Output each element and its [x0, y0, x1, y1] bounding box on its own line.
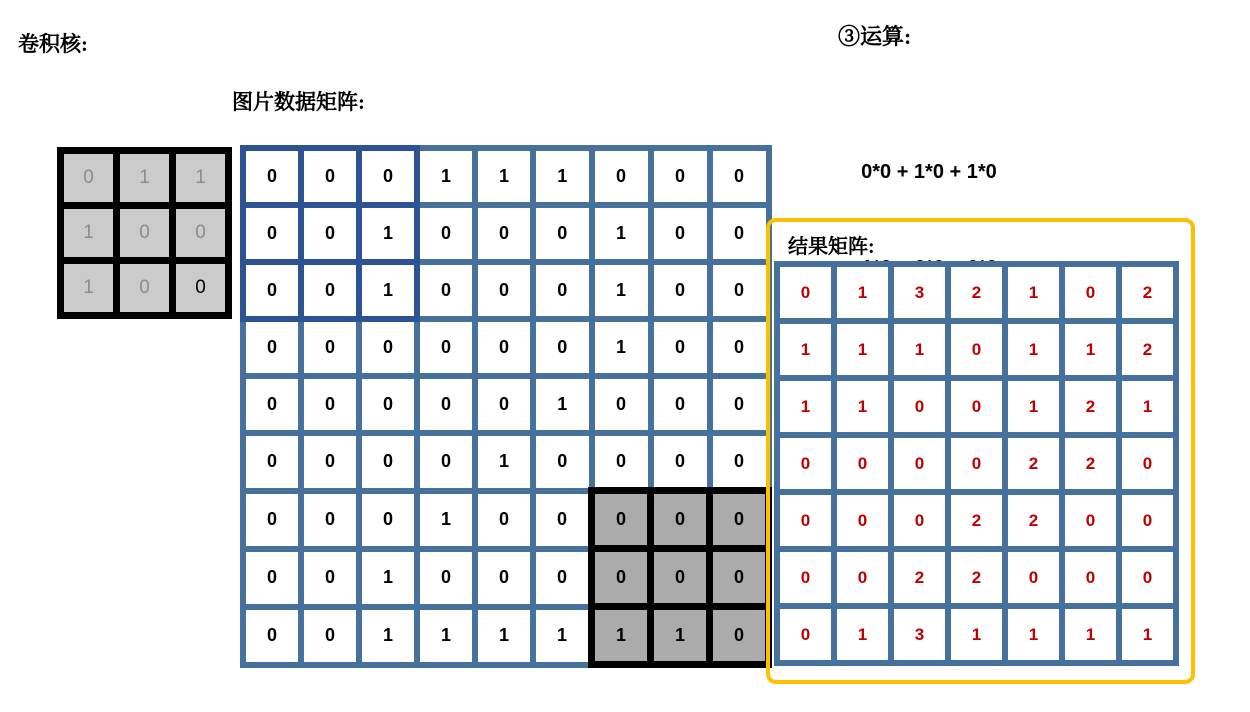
- matrix-cell: 0: [592, 148, 651, 205]
- matrix-cell: 0: [475, 319, 533, 376]
- matrix-cell: 0: [1119, 435, 1176, 492]
- matrix-cell: 0: [651, 491, 710, 549]
- matrix-cell: 2: [891, 549, 948, 606]
- matrix-cell: 0: [533, 433, 592, 491]
- matrix-cell: 1: [61, 206, 117, 261]
- matrix-cell: 3: [891, 606, 948, 663]
- matrix-cell: 1: [533, 148, 592, 205]
- matrix-cell: 0: [777, 492, 834, 549]
- matrix-cell: 1: [834, 264, 891, 321]
- matrix-cell: 0: [777, 606, 834, 663]
- matrix-cell: 0: [417, 205, 475, 262]
- matrix-row: [777, 492, 1176, 549]
- matrix-row: [61, 151, 229, 206]
- matrix-cell: 1: [359, 205, 417, 262]
- matrix-cell: 0: [417, 549, 475, 607]
- matrix-row: [61, 206, 229, 261]
- image-data-matrix: [240, 145, 772, 668]
- matrix-cell: 3: [891, 264, 948, 321]
- matrix-cell: 0: [834, 435, 891, 492]
- matrix-cell: 1: [592, 607, 651, 665]
- matrix-cell: 1: [61, 261, 117, 316]
- matrix-cell: 1: [1005, 606, 1062, 663]
- matrix-cell: 0: [651, 549, 710, 607]
- matrix-cell: 0: [475, 491, 533, 549]
- matrix-cell: 1: [1005, 378, 1062, 435]
- matrix-cell: 0: [117, 206, 173, 261]
- matrix-cell: 0: [834, 549, 891, 606]
- matrix-row: [777, 435, 1176, 492]
- matrix-cell: 0: [61, 151, 117, 206]
- matrix-cell: 0: [417, 262, 475, 319]
- matrix-row: [777, 321, 1176, 378]
- matrix-cell: 1: [1119, 606, 1176, 663]
- matrix-cell: 0: [592, 376, 651, 433]
- matrix-cell: 0: [475, 262, 533, 319]
- matrix-cell: 0: [777, 435, 834, 492]
- matrix-cell: 0: [891, 378, 948, 435]
- matrix-cell: 1: [359, 549, 417, 607]
- image-matrix-title: 图片数据矩阵:: [232, 90, 365, 114]
- matrix-cell: 0: [710, 205, 769, 262]
- matrix-cell: 0: [301, 262, 359, 319]
- matrix-cell: 0: [243, 607, 301, 665]
- matrix-cell: 0: [359, 148, 417, 205]
- matrix-cell: 1: [834, 378, 891, 435]
- matrix-cell: 1: [592, 319, 651, 376]
- matrix-cell: 2: [1119, 264, 1176, 321]
- matrix-cell: 2: [1062, 378, 1119, 435]
- matrix-cell: 0: [533, 491, 592, 549]
- matrix-cell: 0: [710, 148, 769, 205]
- matrix-cell: 1: [651, 607, 710, 665]
- matrix-cell: 0: [475, 549, 533, 607]
- matrix-cell: 0: [359, 433, 417, 491]
- matrix-cell: 0: [301, 376, 359, 433]
- matrix-cell: 0: [243, 376, 301, 433]
- matrix-cell: 0: [243, 262, 301, 319]
- matrix-cell: 0: [710, 376, 769, 433]
- matrix-cell: 0: [301, 148, 359, 205]
- matrix-cell: 1: [533, 607, 592, 665]
- matrix-cell: 0: [417, 319, 475, 376]
- matrix-cell: 0: [475, 205, 533, 262]
- matrix-row: [777, 264, 1176, 321]
- matrix-cell: 1: [1005, 264, 1062, 321]
- matrix-cell: 2: [948, 492, 1005, 549]
- matrix-cell: 0: [592, 433, 651, 491]
- matrix-row: [243, 262, 769, 319]
- matrix-cell: 0: [948, 435, 1005, 492]
- matrix-row: [243, 491, 769, 549]
- matrix-cell: 1: [359, 607, 417, 665]
- matrix-cell: 0: [301, 433, 359, 491]
- matrix-cell: 0: [243, 148, 301, 205]
- matrix-cell: 0: [651, 319, 710, 376]
- matrix-cell: 0: [710, 433, 769, 491]
- matrix-cell: 0: [1119, 549, 1176, 606]
- matrix-cell: 0: [301, 607, 359, 665]
- matrix-cell: 0: [533, 319, 592, 376]
- matrix-cell: 0: [891, 492, 948, 549]
- matrix-cell: 0: [173, 261, 229, 316]
- matrix-cell: 0: [301, 549, 359, 607]
- matrix-cell: 0: [301, 205, 359, 262]
- matrix-cell: 2: [1062, 435, 1119, 492]
- matrix-cell: 0: [651, 433, 710, 491]
- kernel-title: 卷积核:: [18, 32, 88, 56]
- kernel-matrix: [57, 147, 232, 319]
- matrix-cell: 2: [1005, 435, 1062, 492]
- matrix-cell: 0: [359, 491, 417, 549]
- matrix-row: [243, 205, 769, 262]
- matrix-cell: 1: [891, 321, 948, 378]
- matrix-cell: 1: [592, 262, 651, 319]
- matrix-cell: 0: [1062, 492, 1119, 549]
- matrix-row: [243, 549, 769, 607]
- matrix-cell: 0: [948, 378, 1005, 435]
- result-matrix: [774, 261, 1179, 666]
- matrix-cell: 1: [173, 151, 229, 206]
- matrix-cell: 1: [117, 151, 173, 206]
- matrix-cell: 1: [948, 606, 1005, 663]
- matrix-row: [243, 148, 769, 205]
- matrix-cell: 1: [1062, 606, 1119, 663]
- matrix-cell: 0: [359, 376, 417, 433]
- matrix-cell: 1: [777, 378, 834, 435]
- matrix-cell: 0: [243, 205, 301, 262]
- matrix-cell: 0: [651, 148, 710, 205]
- matrix-cell: 0: [651, 205, 710, 262]
- matrix-cell: 2: [948, 264, 1005, 321]
- matrix-cell: 1: [1119, 378, 1176, 435]
- matrix-cell: 0: [173, 206, 229, 261]
- matrix-row: [243, 319, 769, 376]
- matrix-cell: 1: [1005, 321, 1062, 378]
- formula-line-1: 0*0 + 1*0 + 1*0: [850, 161, 997, 183]
- matrix-row: [777, 606, 1176, 663]
- matrix-cell: 0: [651, 262, 710, 319]
- matrix-cell: 1: [475, 433, 533, 491]
- matrix-row: [243, 433, 769, 491]
- matrix-cell: 0: [243, 491, 301, 549]
- matrix-cell: 1: [834, 606, 891, 663]
- matrix-cell: 0: [417, 433, 475, 491]
- matrix-cell: 2: [1005, 492, 1062, 549]
- matrix-cell: 0: [777, 549, 834, 606]
- matrix-cell: 0: [710, 491, 769, 549]
- matrix-cell: 1: [834, 321, 891, 378]
- matrix-cell: 0: [948, 321, 1005, 378]
- matrix-cell: 1: [475, 148, 533, 205]
- matrix-cell: 1: [533, 376, 592, 433]
- matrix-cell: 0: [834, 492, 891, 549]
- matrix-cell: 1: [359, 262, 417, 319]
- matrix-cell: 0: [533, 205, 592, 262]
- matrix-cell: 0: [1062, 264, 1119, 321]
- matrix-cell: 0: [710, 262, 769, 319]
- matrix-row: [777, 549, 1176, 606]
- matrix-cell: 0: [117, 261, 173, 316]
- matrix-cell: 0: [243, 433, 301, 491]
- matrix-cell: 0: [891, 435, 948, 492]
- matrix-cell: 2: [1119, 321, 1176, 378]
- matrix-cell: 0: [533, 262, 592, 319]
- matrix-cell: 0: [1062, 549, 1119, 606]
- matrix-cell: 0: [301, 319, 359, 376]
- matrix-cell: 0: [710, 549, 769, 607]
- matrix-cell: 0: [243, 319, 301, 376]
- matrix-row: [61, 261, 229, 316]
- matrix-cell: 1: [777, 321, 834, 378]
- matrix-cell: 1: [417, 491, 475, 549]
- matrix-cell: 0: [359, 319, 417, 376]
- matrix-row: [777, 378, 1176, 435]
- matrix-cell: 0: [1005, 549, 1062, 606]
- matrix-cell: 0: [533, 549, 592, 607]
- matrix-cell: 0: [243, 549, 301, 607]
- operation-title: ③运算:: [838, 24, 912, 49]
- matrix-cell: 0: [301, 491, 359, 549]
- matrix-cell: 0: [710, 607, 769, 665]
- matrix-cell: 1: [592, 205, 651, 262]
- matrix-cell: 0: [651, 376, 710, 433]
- matrix-cell: 0: [710, 319, 769, 376]
- matrix-cell: 0: [417, 376, 475, 433]
- matrix-cell: 1: [1062, 321, 1119, 378]
- matrix-cell: 2: [948, 549, 1005, 606]
- matrix-cell: 0: [1119, 492, 1176, 549]
- matrix-cell: 0: [475, 376, 533, 433]
- matrix-cell: 1: [417, 148, 475, 205]
- result-matrix-title: 结果矩阵:: [788, 236, 875, 258]
- matrix-cell: 0: [592, 549, 651, 607]
- matrix-cell: 0: [592, 491, 651, 549]
- matrix-row: [243, 376, 769, 433]
- matrix-cell: 1: [475, 607, 533, 665]
- matrix-row: [243, 607, 769, 665]
- matrix-cell: 0: [777, 264, 834, 321]
- matrix-cell: 1: [417, 607, 475, 665]
